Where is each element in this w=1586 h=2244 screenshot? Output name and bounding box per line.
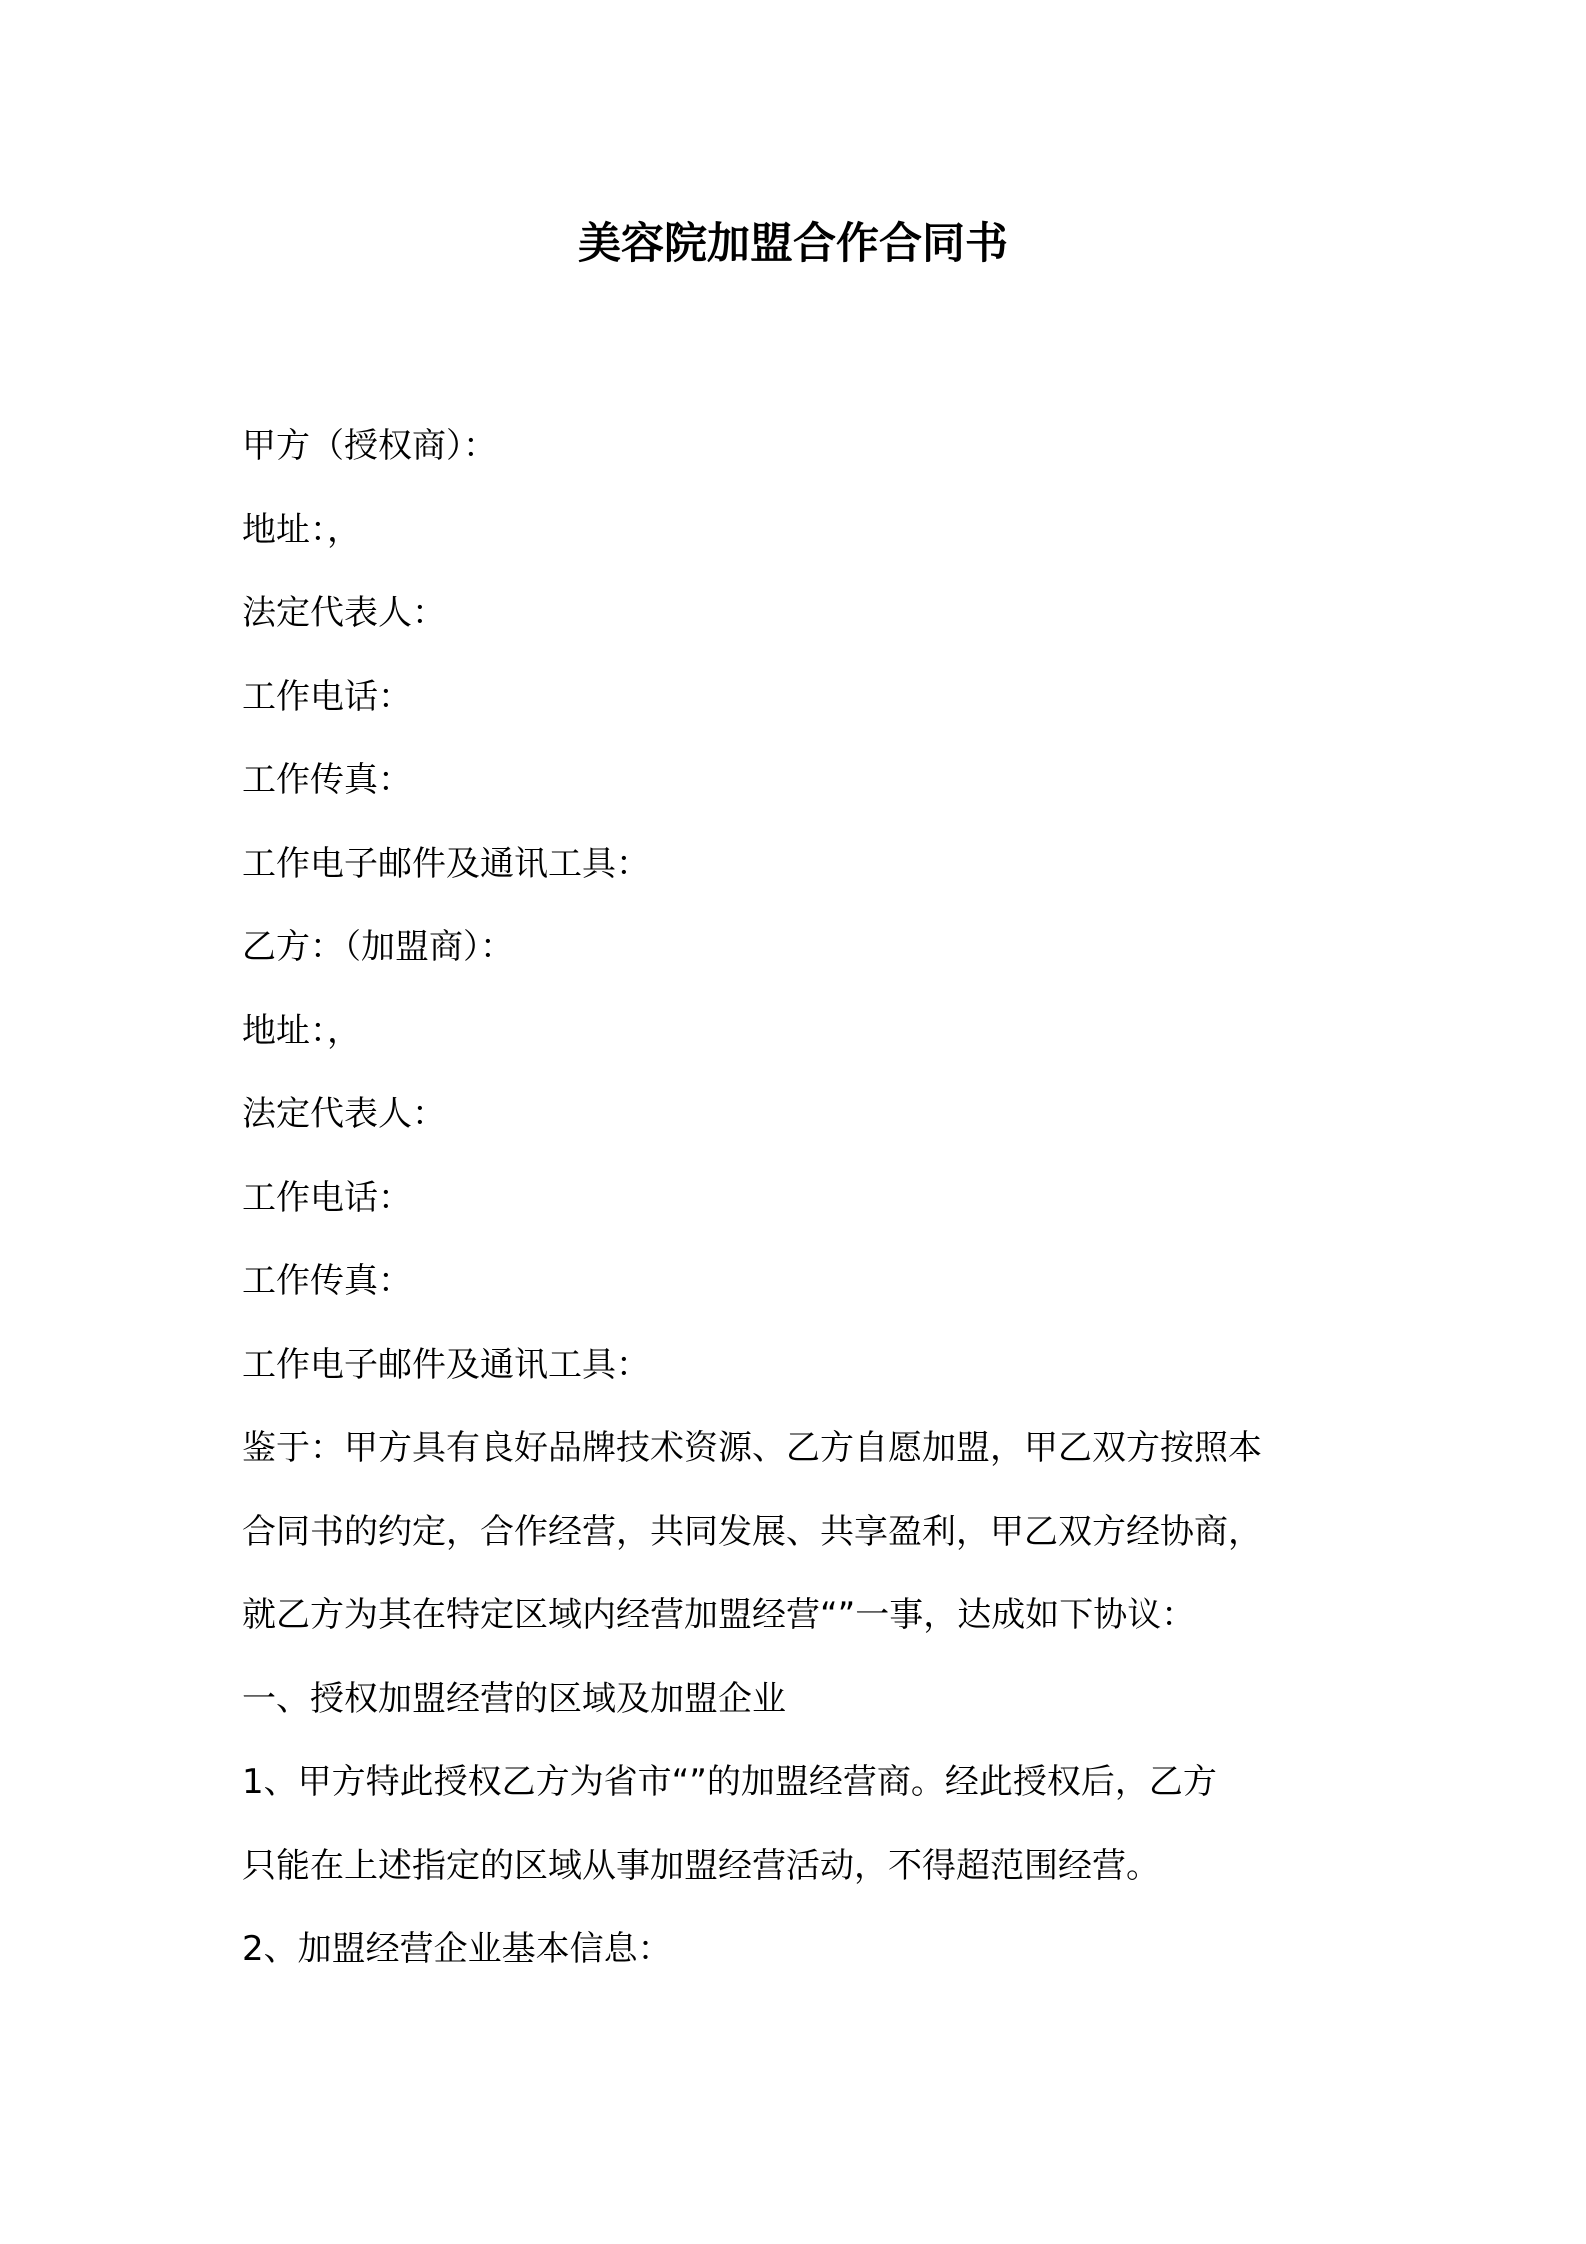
- section-1-heading: 一、授权加盟经营的区域及加盟企业: [242, 1678, 786, 1719]
- party-b-line: 乙方：（加盟商）：: [242, 927, 514, 967]
- clause-1-line-1: 1、甲方特此授权乙方为省市“”的加盟经营商。经此授权后，乙方: [242, 1762, 1217, 1802]
- preamble-line-3: 就乙方为其在特定区域内经营加盟经营“”一事，达成如下协议：: [242, 1595, 1196, 1635]
- preamble-line-1: 鉴于：甲方具有良好品牌技术资源、乙方自愿加盟，甲乙双方按照本: [242, 1428, 1262, 1468]
- clause-1-line-2: 只能在上述指定的区域从事加盟经营活动，不得超范围经营。: [242, 1845, 1160, 1886]
- party-b-legal-representative: 法定代表人：: [242, 1094, 446, 1134]
- document-body: [242, 405, 1362, 1992]
- party-b-phone: 工作电话：: [242, 1177, 412, 1218]
- party-a-address: 地址：，: [242, 509, 361, 550]
- party-a-line: 甲方（授权商）：: [242, 426, 497, 466]
- party-b-fax: 工作传真：: [242, 1261, 412, 1301]
- party-b-email: 工作电子邮件及通讯工具：: [242, 1344, 650, 1385]
- clause-2-line-1: 2、加盟经营企业基本信息：: [242, 1929, 672, 1969]
- party-b-address: 地址：，: [242, 1010, 361, 1051]
- party-a-fax: 工作传真：: [242, 760, 412, 800]
- party-a-legal-representative: 法定代表人：: [242, 593, 446, 633]
- document-title: 美容院加盟合作合同书: [578, 219, 1008, 269]
- party-a-phone: 工作电话：: [242, 676, 412, 717]
- party-a-email: 工作电子邮件及通讯工具：: [242, 843, 650, 884]
- preamble-line-2: 合同书的约定，合作经营，共同发展、共享盈利，甲乙双方经协商，: [242, 1511, 1262, 1552]
